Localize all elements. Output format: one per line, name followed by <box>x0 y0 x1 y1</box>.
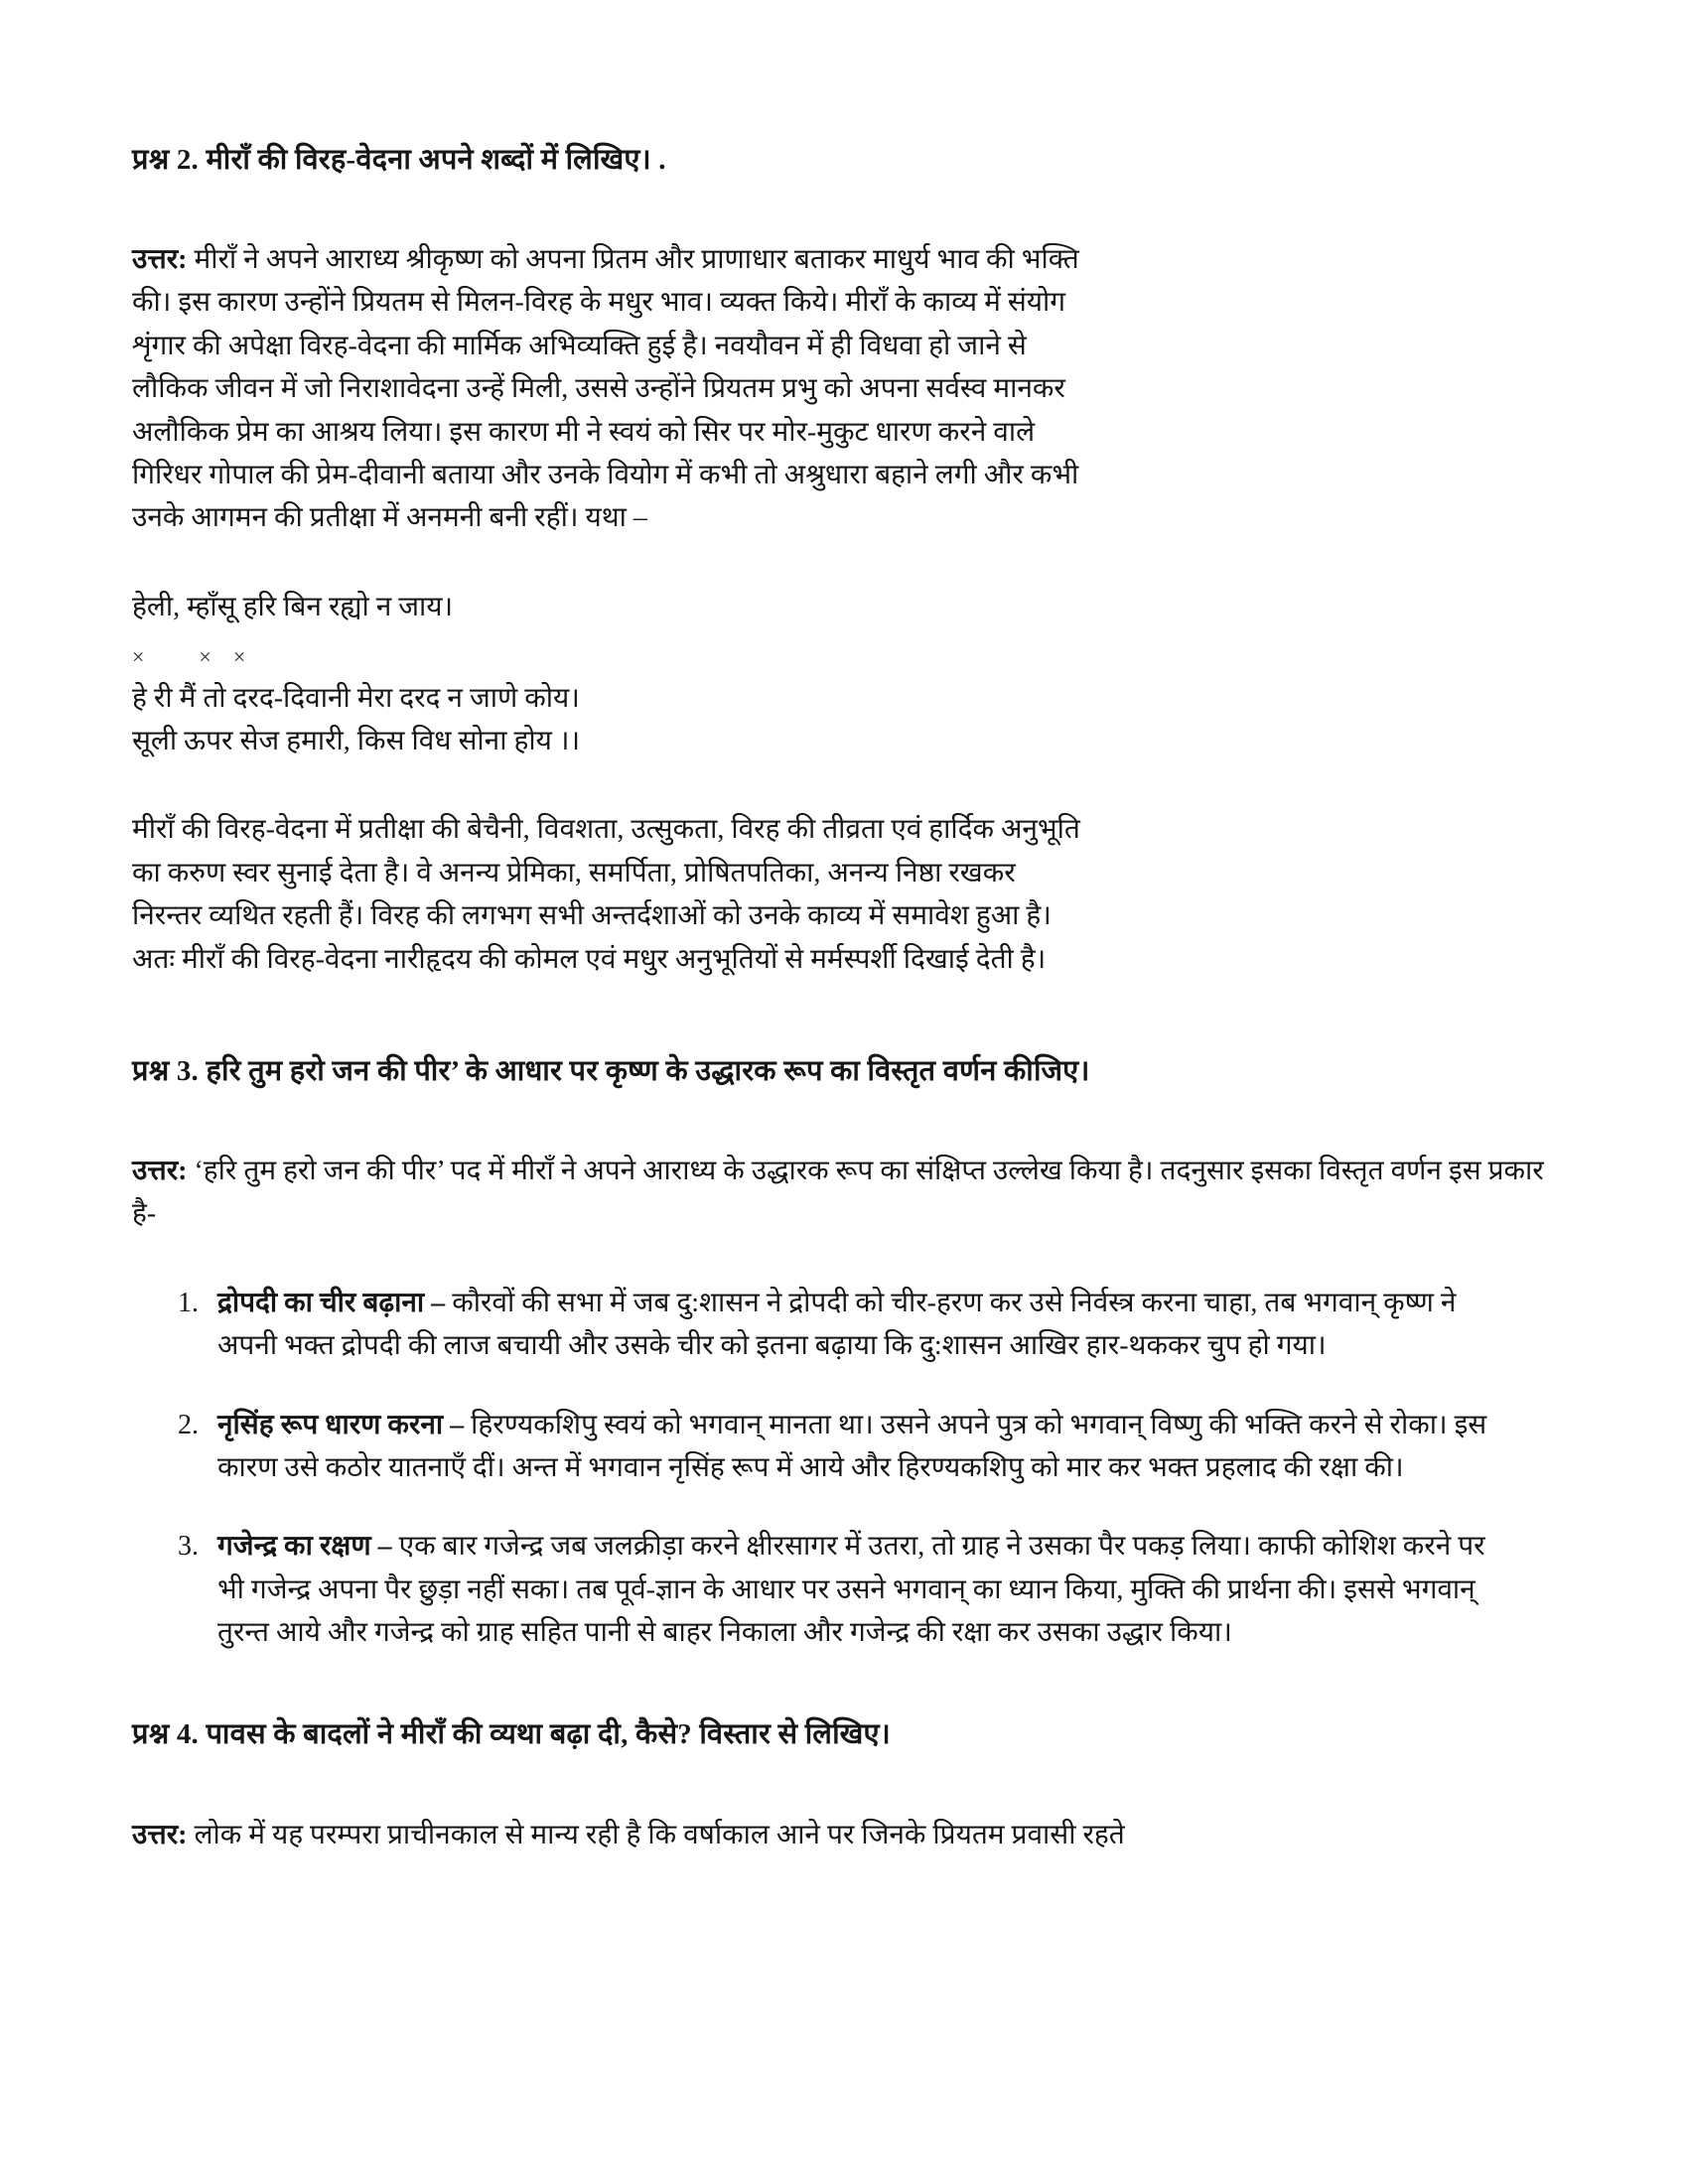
list-item-title: नृसिंह रूप धारण करना – <box>217 1409 465 1440</box>
list-item-text: हिरण्यकशिपु स्वयं को भगवान् मानता था। उसने अपने पुत्र को भगवान् विष्णु की भक्ति करने से रोका। इस कारण उसे कठोर यातनाएँ दीं। अन्त में भगवान नृसिंह रूप में आये और हिरण्यकशिपु को मार कर भक्त प्रहलाद की रक्षा की। <box>217 1409 1487 1483</box>
list-item-number: 2. <box>178 1409 199 1440</box>
answer-text: लोक में यह परम्परा प्राचीनकाल से मान्य रही है कि वर्षाकाल आने पर जिनके प्रियतम प्रवासी रहते <box>187 1819 1125 1850</box>
list-item-nrisingh <box>178 1404 1554 1490</box>
verse-block <box>132 586 1085 763</box>
answer-text: ‘हरि तुम हरो जन की पीर’ पद में मीराँ ने अपने आराध्य के उद्धारक रूप का संक्षिप्त उल्लेख किया है। तदनुसार इसका विस्तृत वर्णन इस प्रकार है- <box>132 1155 1544 1230</box>
question-4-heading: प्रश्न 4. पावस के बादलों ने मीराँ की व्यथा बढ़ा दी, कैसे? विस्तार से लिखिए। <box>132 1718 891 1751</box>
question-2-heading: प्रश्न 2. मीराँ की विरह-वेदना अपने शब्दों में लिखिए। . <box>132 144 666 176</box>
verse-line-3: सूली ऊपर सेज हमारी, किस विध सोना होय ।। <box>132 725 581 756</box>
list-item-number: 1. <box>178 1287 199 1318</box>
answer-label: उत्तर: <box>132 1155 188 1186</box>
answer-label: उत्तर: <box>132 244 188 276</box>
list-item-gajendra <box>178 1525 1554 1654</box>
list-item-body <box>217 1282 1518 1368</box>
list-item-number: 3. <box>178 1531 199 1563</box>
question-4-answer-paragraph <box>132 1814 1554 1856</box>
question-3-heading: प्रश्न 3. हरि तुम हरो जन की पीर’ के आधार पर कृष्ण के उद्धारक रूप का विस्तृत वर्णन कीजिए। <box>132 1054 1090 1087</box>
uddharak-roop-list <box>132 1282 1554 1655</box>
question-2-closing-paragraph: मीराँ की विरह-वेदना में प्रतीक्षा की बेचैनी, विवशता, उत्सुकता, विरह की तीव्रता एवं हार्दिक अनुभूति का करुण स्वर सुनाई देता है। वे अनन्य प्रेमिका, समर्पिता, प्रोषितपतिका, अनन्य निष्ठा रखकर निरन्तर व्यथित रहती हैं। विरह की लगभग सभी अन्तर्दशाओं को उनके काव्य में समावेश हुआ है। अतः मीराँ की विरह-वेदना नारीहृदय की कोमल एवं मधुर अनुभूतियों से मर्मस्पर्शी दिखाई देती है। <box>132 814 1080 975</box>
list-item-title: द्रोपदी का चीर बढ़ाना – <box>217 1287 446 1318</box>
verse-line-1: हेली, म्हाँसू हरि बिन रह्यो न जाय। <box>132 591 454 622</box>
verse-separator-crosses: × × × <box>132 644 246 670</box>
verse-line-2: हे री मैं तो दरद-दिवानी मेरा दरद न जाणे कोय। <box>132 682 580 714</box>
list-item-draupadi <box>178 1282 1554 1368</box>
answer-label: उत्तर: <box>132 1819 188 1850</box>
list-item-body <box>217 1404 1518 1490</box>
list-item-title: गजेन्द्र का रक्षण – <box>217 1531 392 1563</box>
list-item-body <box>217 1525 1518 1654</box>
list-item-text: कौरवों की सभा में जब दु:शासन ने द्रोपदी को चीर-हरण कर उसे निर्वस्त्र करना चाहा, तब भगवान् कृष्ण ने अपनी भक्त द्रोपदी की लाज बचायी और उसके चीर को इतना बढ़ाया कि दु:शासन आखिर हार-थककर चुप हो गया। <box>217 1287 1457 1362</box>
section-spacer <box>132 1690 1554 1713</box>
answer-text: मीराँ ने अपने आराध्य श्रीकृष्ण को अपना प्रितम और प्राणाधार बताकर माधुर्य भाव की भक्ति की। इस कारण उन्होंने प्रियतम से मिलन-विरह के मधुर भाव। व्यक्त किये। मीराँ के काव्य में संयोग शृंगार की अपेक्षा विरह-वेदना की मार्मिक अभिव्यक्ति हुई है। नवयौवन में ही विधवा हो जाने से लौकिक जीवन में जो निराशावेदना उन्हें मिली, उससे उन्होंने प्रियतम प्रभु को अपना सर्वस्व मानकर अलौकिक प्रेम का आश्रय लिया। इस कारण मी ने स्वयं को सिर पर मोर-मुकुट धारण करने वाले गिरिधर गोपाल की प्रेम-दीवानी बताया और उनके वियोग में कभी तो अश्रुधारा बहाने लगी और कभी उनके आगमन की प्रतीक्षा में अनमनी बनी रहीं। यथा – <box>132 244 1079 534</box>
question-3-answer-paragraph <box>132 1150 1554 1236</box>
question-2-answer-paragraph <box>132 238 1085 540</box>
list-item-text: एक बार गजेन्द्र जब जलक्रीड़ा करने क्षीरसागर में उतरा, तो ग्राह ने उसका पैर पकड़ लिया। काफी कोशिश करने पर भी गजेन्द्र अपना पैर छुड़ा नहीं सका। तब पूर्व-ज्ञान के आधार पर उसने भगवान् का ध्यान किया, मुक्ति की प्रार्थना की। इससे भगवान् तुरन्त आये और गजेन्द्र को ग्राह सहित पानी से बाहर निकाला और गजेन्द्र की रक्षा कर उसका उद्धार किया। <box>217 1531 1485 1649</box>
section-spacer <box>132 1026 1554 1050</box>
